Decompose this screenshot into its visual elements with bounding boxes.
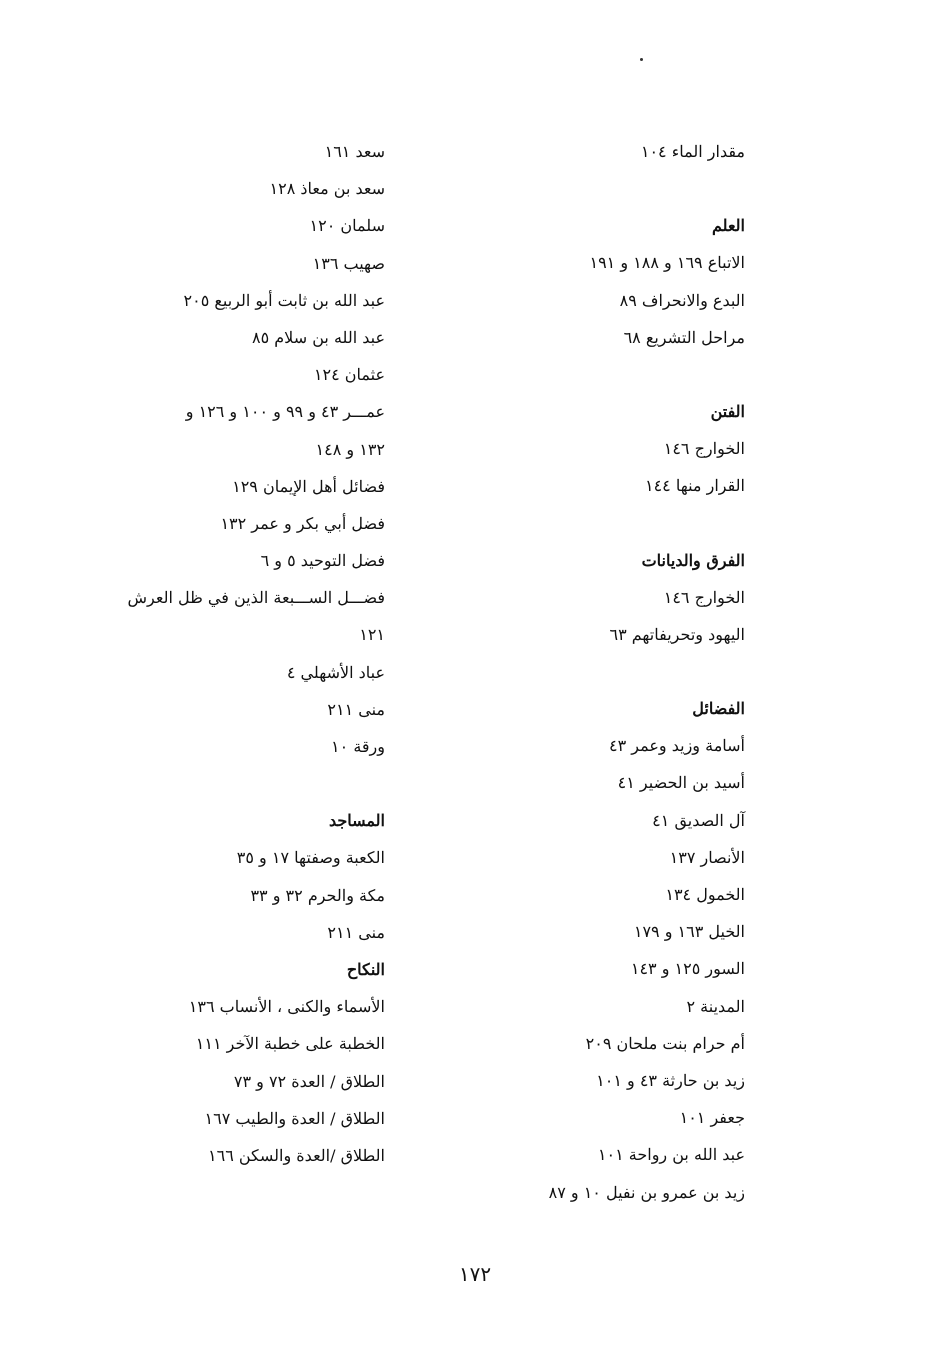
index-entry: مراحل التشريع ٦٨ (623, 327, 745, 347)
index-entry: زيد بن حارثة ٤٣ و ١٠١ (596, 1070, 745, 1090)
index-column-left (65, 133, 385, 1174)
index-column-right (500, 133, 745, 1211)
index-entry: الكعبة وصفتها ١٧ و ٣٥ (236, 848, 385, 868)
index-entry: السور ١٢٥ و ١٤٣ (630, 959, 745, 979)
index-entry: فضل أبي بكر و عمر ١٣٢ (220, 513, 385, 533)
index-entry: ورقة ١٠ (331, 737, 385, 756)
index-entry: جعفر ١٠١ (679, 1108, 745, 1128)
index-entry: مكة والحرم ٣٢ و ٣٣ (250, 885, 385, 905)
index-entry: الخمول ١٣٤ (665, 885, 745, 904)
index-entry: أم حرام بنت ملحان ٢٠٩ (585, 1033, 745, 1053)
index-entry: اليهود وتحريفاتهم ٦٣ (609, 624, 745, 644)
index-entry: عبد الله بن ثابت أبو الربيع ٢٠٥ (183, 290, 385, 310)
section-heading-marriage: النكاح (346, 959, 385, 979)
index-entry: صهيب ١٣٦ (312, 253, 385, 273)
index-entry: آل الصديق ٤١ (652, 810, 745, 830)
index-entry: سلمان ١٢٠ (309, 216, 385, 236)
speck-mark (640, 58, 643, 61)
section-heading-sects: الفرق والديانات (641, 550, 745, 570)
index-entry: القرار منها ١٤٤ (644, 476, 745, 496)
index-entry: المدينة ٢ (686, 996, 745, 1016)
index-entry: الأسماء والكنى ، الأنساب ١٣٦ (188, 997, 385, 1017)
section-heading-mosques: المساجد (328, 811, 385, 831)
index-entry: الطلاق / العدة والطيب ١٦٧ (204, 1108, 385, 1128)
index-entry: فضائل أهل الإيمان ١٢٩ (232, 476, 385, 496)
index-entry: زيد بن عمرو بن نفيل ١٠ و ٨٧ (548, 1182, 745, 1202)
index-entry: الخطبة على خطبة الآخر ١١١ (195, 1034, 385, 1054)
index-entry: الطلاق / العدة ٧٢ و ٧٣ (233, 1071, 385, 1091)
index-entry: سعد ١٦١ (324, 142, 385, 161)
index-entry: فضـــل الســـبعة الذين في ظل العرش (127, 588, 385, 608)
index-entry: الخوارج ١٤٦ (663, 439, 745, 459)
index-entry: أسيد بن الحضير ٤١ (617, 773, 745, 793)
index-entry-continuation: ١٣٢ و ١٤٨ (315, 439, 385, 459)
index-entry-continuation: ١٢١ (359, 625, 385, 645)
index-entry: عبد الله بن رواحة ١٠١ (597, 1145, 745, 1165)
index-entry: فضل التوحيد ٥ و ٦ (260, 551, 385, 571)
index-entry: الطلاق /العدة والسكن ١٦٦ (208, 1145, 385, 1165)
index-entry: مقدار الماء ١٠٤ (640, 142, 745, 161)
section-heading-trials: الفتن (710, 401, 745, 421)
section-heading-knowledge: العلم (712, 216, 745, 236)
section-heading-virtues: الفضائل (692, 699, 745, 719)
index-entry: منى ٢١١ (327, 699, 385, 719)
index-entry: الخوارج ١٤٦ (663, 587, 745, 607)
index-entry: عثمان ١٢٤ (313, 365, 385, 385)
index-entry: الاتباع ١٦٩ و ١٨٨ و ١٩١ (589, 253, 745, 273)
page-number: ١٧٢ (458, 1262, 492, 1286)
index-entry: البدع والانحراف ٨٩ (619, 290, 745, 310)
index-entry: عمـــر ٤٣ و ٩٩ و ١٠٠ و ١٢٦ و (185, 402, 385, 422)
index-entry: عباد الأشهلي ٤ (286, 662, 385, 682)
index-entry: سعد بن معاذ ١٢٨ (269, 179, 385, 199)
index-entry: أسامة وزيد وعمر ٤٣ (609, 736, 745, 756)
index-entry: عبد الله بن سلام ٨٥ (252, 327, 385, 347)
index-entry: الأنصار ١٣٧ (669, 847, 745, 867)
index-entry: الخيل ١٦٣ و ١٧٩ (633, 922, 745, 942)
index-entry: منى ٢١١ (327, 922, 385, 942)
